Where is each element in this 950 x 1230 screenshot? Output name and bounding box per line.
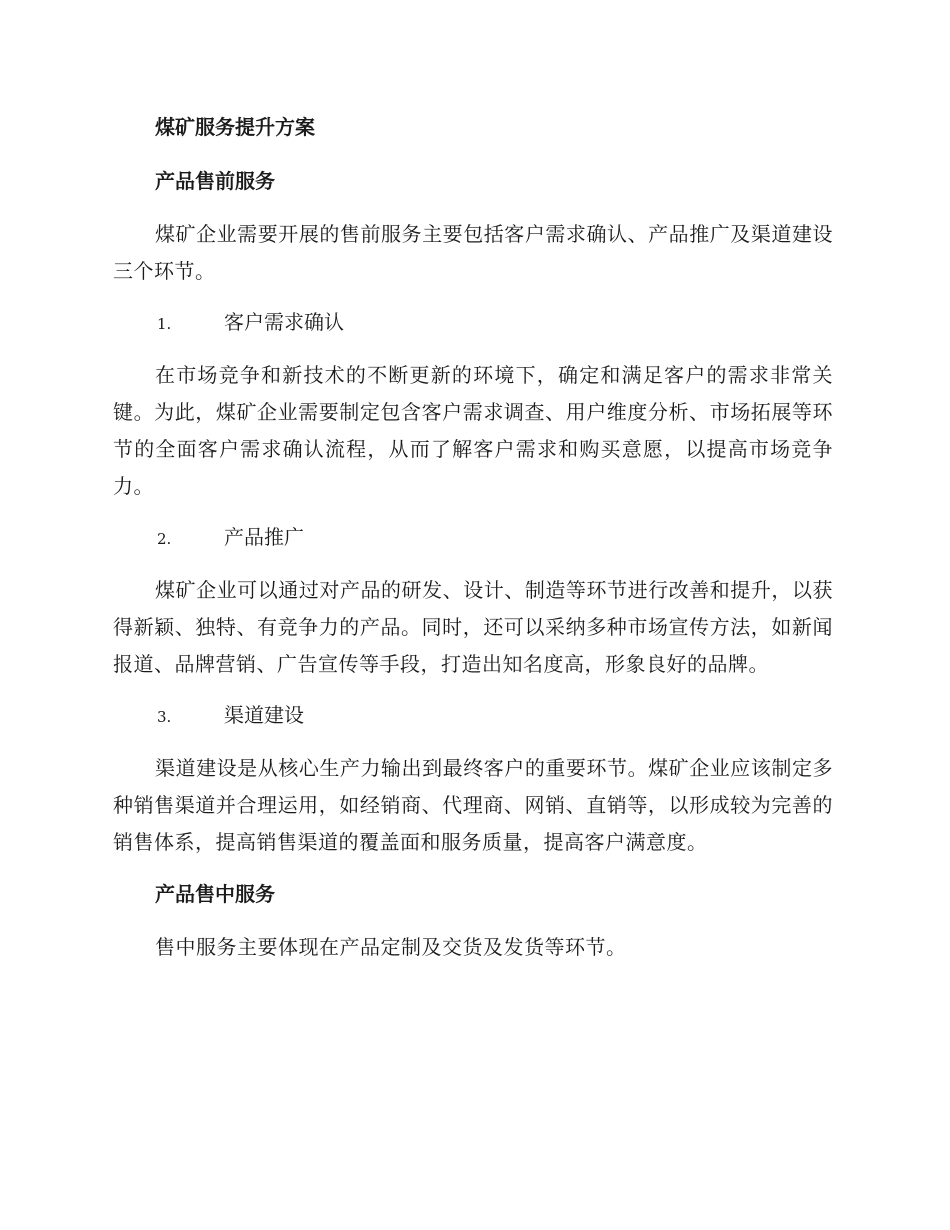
list-item-customer-needs (113, 304, 833, 343)
list-item-title: 客户需求确认 (224, 310, 344, 334)
list-item-title: 渠道建设 (224, 703, 304, 727)
list-item-promotion (113, 519, 833, 558)
list-number: 1. (157, 315, 172, 333)
paragraph-in-sales-intro: 售中服务主要体现在产品定制及交货及发货等环节。 (155, 935, 627, 959)
list-number: 3. (157, 708, 172, 726)
section-heading-in-sales: 产品售中服务 (155, 882, 275, 906)
paragraph-customer-needs: 在市场竞争和新技术的不断更新的环境下，确定和满足客户的需求非常关键。为此，煤矿企业需要制定包含客户需求调查、用户维度分析、市场拓展等环节的全面客户需求确认流程，从而了解客户需求和购买意愿，以提高市场竞争力。 (113, 363, 833, 498)
list-item-channels (113, 697, 833, 736)
document-title: 煤矿服务提升方案 (155, 115, 315, 139)
list-item-title: 产品推广 (224, 525, 304, 549)
paragraph-presales-intro: 煤矿企业需要开展的售前服务主要包括客户需求确认、产品推广及渠道建设三个环节。 (113, 222, 833, 283)
paragraph-promotion: 煤矿企业可以通过对产品的研发、设计、制造等环节进行改善和提升，以获得新颖、独特、有竞争力的产品。同时，还可以采纳多种市场宣传方法，如新闻报道、品牌营销、广告宣传等手段，打造出知名度高，形象良好的品牌。 (113, 578, 833, 676)
list-number: 2. (157, 530, 172, 548)
document-body (113, 108, 833, 980)
section-heading-presales: 产品售前服务 (155, 169, 275, 193)
paragraph-channels: 渠道建设是从核心生产力输出到最终客户的重要环节。煤矿企业应该制定多种销售渠道并合理运用，如经销商、代理商、网销、直销等，以形成较为完善的销售体系，提高销售渠道的覆盖面和服务质量，提高客户满意度。 (113, 756, 833, 854)
